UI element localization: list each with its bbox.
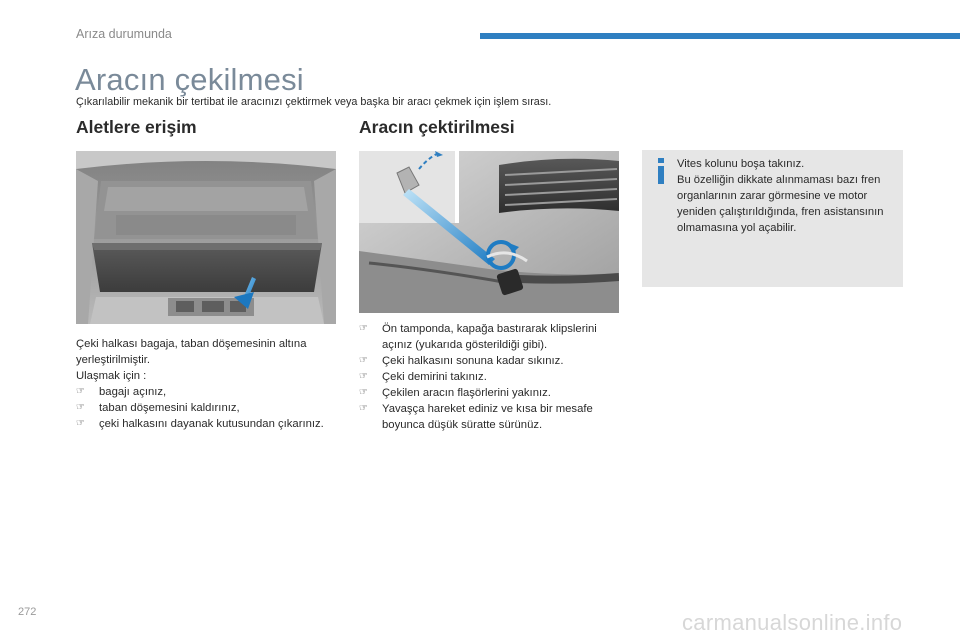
page-number: 272	[18, 606, 37, 618]
tow-ring-location-line-2: yerleştirilmiştir.	[76, 354, 151, 366]
info-line-1: Vites kolunu boşa takınız.	[677, 158, 805, 170]
heading-towing: Aracın çektirilmesi	[359, 117, 515, 137]
access-intro: Ulaşmak için :	[76, 370, 147, 382]
section-header: Arıza durumunda	[76, 27, 172, 41]
bumper-illustration	[359, 151, 619, 313]
boot-illustration	[76, 151, 336, 324]
list-item: ☞ Çekilen aracın flaşörlerini yakınız.	[359, 385, 629, 401]
tool-access-text	[76, 336, 341, 432]
list-item: ☞ Ön tamponda, kapağa bastırarak klipslerini açınız (yukarıda gösterildiği gibi).	[359, 321, 629, 353]
heading-tool-access: Aletlere erişim	[76, 117, 197, 137]
info-line-2: Bu özelliğin dikkate alınmaması bazı fren organlarının zarar görmesine ve motor yeniden çalıştırıldığında, fren asistansının olmamasına yol açabilir.	[677, 174, 884, 234]
list-item: ☞ taban döşemesini kaldırınız,	[76, 400, 341, 416]
page-subtitle: Çıkarılabilir mekanik bir tertibat ile aracınızı çektirmek veya başka bir aracı çekmek için işlem sırası.	[76, 96, 552, 108]
list-item: ☞ Çeki halkasını sonuna kadar sıkınız.	[359, 353, 629, 369]
tow-ring-location-line-1: Çeki halkası bagaja, taban döşemesinin altına	[76, 338, 307, 350]
info-box	[642, 150, 903, 287]
list-item: ☞ Yavaşça hareket ediniz ve kısa bir mesafe boyunca düşük süratte sürünüz.	[359, 401, 629, 433]
watermark: carmanualsonline.info	[682, 610, 903, 635]
access-steps	[76, 384, 341, 432]
towing-text	[359, 321, 629, 433]
info-text	[677, 156, 892, 236]
list-item: ☞ Çeki demirini takınız.	[359, 369, 629, 385]
page-title: Aracın çekilmesi	[75, 62, 304, 97]
towing-steps	[359, 321, 629, 433]
list-item: ☞ bagajı açınız,	[76, 384, 341, 400]
list-item: ☞ çeki halkasını dayanak kutusundan çıkarınız.	[76, 416, 341, 432]
info-icon	[657, 158, 665, 186]
header-accent-bar	[480, 33, 960, 39]
